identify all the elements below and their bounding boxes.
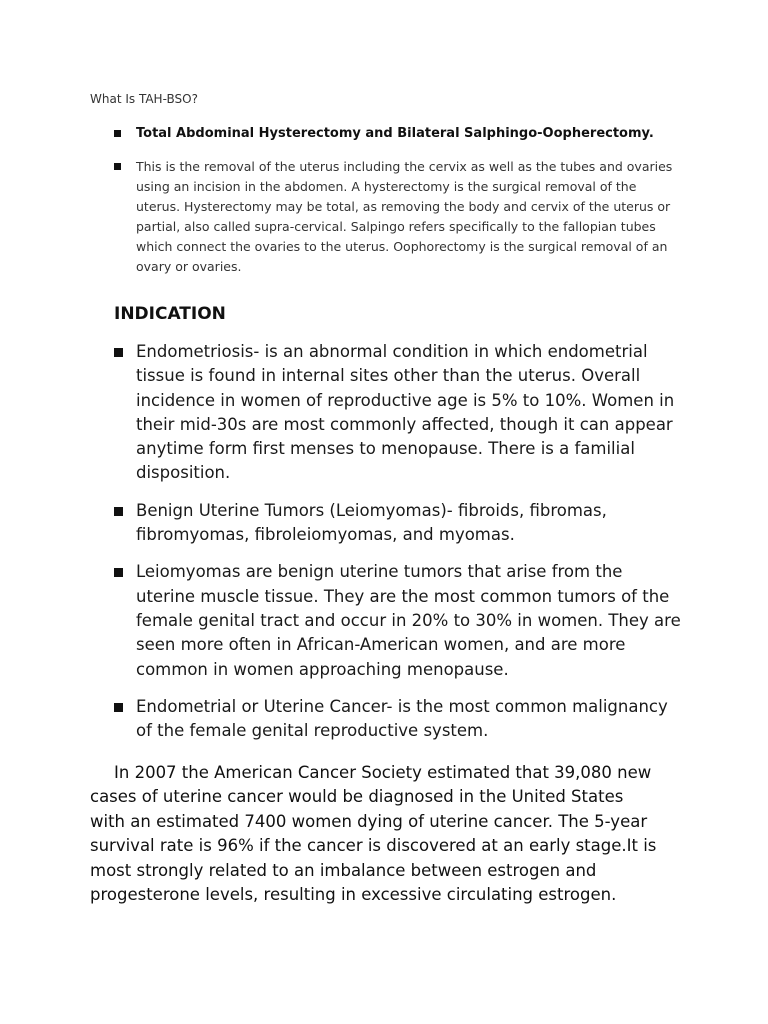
square-bullet-icon: [114, 130, 121, 137]
square-bullet-icon: [114, 507, 123, 516]
indication-bullet-endometriosis: [114, 340, 684, 486]
indication-bullet-list: [114, 340, 684, 756]
statistics-paragraph: In 2007 the American Cancer Society estimated that 39,080 new cases of uterine cancer would be diagnosed in the United States with an estimated 7400 women dying of uterine cancer. The 5-year survival rate is 96% if the cancer is discovered at an early stage.It is most strongly related to an imbalance between estrogen and progesterone levels, resulting in excessive circulating estrogen.: [90, 763, 657, 905]
square-bullet-icon: [114, 568, 123, 577]
indication-bullet-text: Benign Uterine Tumors (Leiomyomas)- fibroids, fibromas, fibromyomas, fibroleiomyomas, and myomas.: [136, 500, 607, 545]
section-title-indication: INDICATION: [114, 304, 226, 324]
indication-bullet-text: Leiomyomas are benign uterine tumors that arise from the uterine muscle tissue. They are the most common tumors of the female genital tract and occur in 20% to 30% in women. They are seen more often in African-American women, and are more common in women approaching menopause.: [136, 562, 681, 679]
intro-bullet-list: [114, 124, 684, 291]
indication-bullet-text: Endometrial or Uterine Cancer- is the most common malignancy of the female genital reproductive system.: [136, 696, 668, 741]
indication-bullet-leiomyomas: [114, 560, 684, 681]
intro-bullet-definition: [114, 124, 684, 143]
question-heading: What Is TAH-BSO?: [90, 92, 198, 106]
intro-bullet-text: Total Abdominal Hysterectomy and Bilateral Salphingo-Oopherectomy.: [136, 126, 654, 141]
square-bullet-icon: [114, 163, 121, 170]
indication-bullet-benign-tumors: [114, 499, 684, 548]
indication-bullet-text: Endometriosis- is an abnormal condition in which endometrial tissue is found in internal sites other than the uterus. Overall incidence in women of reproductive age is 5% to 10%. Women in their mid-30s are most commonly affected, though it can appear anytime form first menses to menopause. There is a familial disposition.: [136, 342, 675, 483]
intro-bullet-description: [114, 157, 684, 277]
indication-bullet-uterine-cancer: [114, 695, 684, 744]
intro-bullet-text: This is the removal of the uterus including the cervix as well as the tubes and ovaries using an incision in the abdomen. A hysterectomy is the surgical removal of the uterus. Hysterectomy may be total, as removing the body and cervix of the uterus or partial, also called supra-cervical. Salpingo refers specifically to the fallopian tubes which connect the ovaries to the uterus. Oophorectomy is the surgical removal of an ovary or ovaries.: [136, 159, 673, 274]
square-bullet-icon: [114, 348, 123, 357]
square-bullet-icon: [114, 703, 123, 712]
